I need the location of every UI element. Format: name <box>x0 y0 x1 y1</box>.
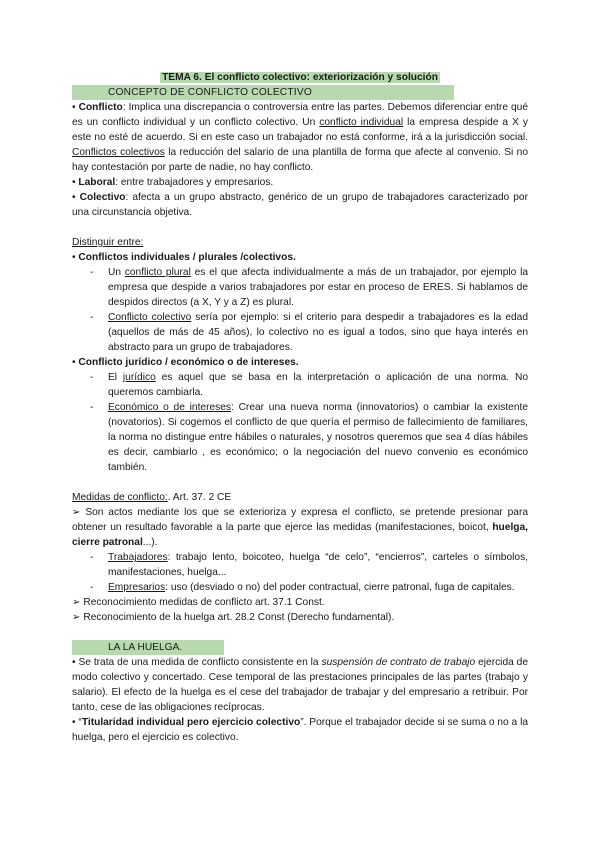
paragraph-individuales: • Conflictos individuales / plurales /colectivos. <box>72 252 296 263</box>
list-item-colectivo: - Conflicto colectivo sería por ejemplo: si el criterio para despedir a trabajadores es la edad (aquellos de más de 45 años), lo colectivo no es igual a todos, sino que haya interés en abstracto para un grupo de trabajadores. <box>90 312 528 353</box>
spacer <box>72 220 528 235</box>
paragraph-titularidad: • “Titularidad individual pero ejercicio colectivo”. Porque el trabajador decide si se suma o no a la huelga, pero el ejercicio es colectivo. <box>72 717 528 743</box>
section-heading-huelga: LA LA HUELGA. <box>72 640 224 655</box>
medidas-heading: Medidas de conflicto:. Art. 37. 2 CE <box>72 492 232 503</box>
paragraph-juridico: • Conflicto jurídico / económico o de intereses. <box>72 357 299 368</box>
arrow-icon: ➢ <box>72 597 81 608</box>
arrow-icon: ➢ <box>72 507 81 518</box>
document-title <box>72 70 528 85</box>
list-item-plural: - Un conflicto plural es el que afecta individualmente a más de un trabajador, por ejemplo la empresa que despide a varios trabajadores por estar en proceso de ERES. Si hablamos de despidos directos (a X, Y y a Z) es plural. <box>90 267 529 308</box>
distinguir-heading: Distinguir entre: <box>72 237 144 248</box>
arrow-item-reconocimiento-medidas: ➢ Reconocimiento medidas de conflicto art. 37.1 Const. <box>72 597 325 608</box>
document-body <box>72 70 528 745</box>
spacer <box>72 475 528 490</box>
list-item-empresarios: - Empresarios: uso (desviado o no) del poder contractual, cierre patronal, fuga de capitales. <box>90 582 515 593</box>
list-item-trabajadores: - Trabajadores: trabajo lento, boicoteo, huelga “de celo”, “encierros”, carteles o símbolos, manifestaciones, huelga... <box>90 552 528 578</box>
paragraph-huelga-definicion: • Se trata de una medida de conflicto consistente en la suspensión de contrato de trabajo ejercida de modo colectivo y concertado. Cese temporal de las prestaciones principales de las partes (trabajo y salario). El efecto de la huelga es el cese del trabajador de trabajar y del empresario a retribuir. Por tanto, cese de las obligaciones recíprocas. <box>72 657 528 713</box>
section-heading-concepto: CONCEPTO DE CONFLICTO COLECTIVO <box>72 85 454 100</box>
spacer <box>72 625 528 640</box>
arrow-icon: ➢ <box>72 612 81 623</box>
title-highlight: TEMA 6. El conflicto colectivo: exteriorización y solución <box>162 72 438 83</box>
paragraph-laboral: • Laboral: entre trabajadores y empresarios. <box>72 177 274 188</box>
paragraph-conflicto: • Conflicto: Implica una discrepancia o controversia entre las partes. Debemos diferenciar entre qué es un conflicto individual y un conflicto colectivo. Un conflicto individual la empresa despide a X y este no esté de acuerdo. Si en este caso un trabajador no está conforme, irá a la jurisdicción social. Conflictos colectivos la reducción del salario de una plantilla de forma que afecte al convenio. Si no hay contestación por parte de nadie, no hay conflicto. <box>72 102 528 173</box>
paragraph-colectivo: • Colectivo: afecta a un grupo abstracto, genérico de un grupo de trabajadores caracterizado por una circunstancia objetiva. <box>72 192 528 218</box>
arrow-item-actos: ➢ Son actos mediante los que se exterioriza y expresa el conflicto, se pretende presionar para obtener un resultado favorable a la parte que ejerce las medidas (manifestaciones, boicot, huelga, cierre patronal...). <box>72 507 528 548</box>
arrow-item-reconocimiento-huelga: ➢ Reconocimiento de la huelga art. 28.2 Const (Derecho fundamental). <box>72 612 395 623</box>
list-item-economico: - Económico o de intereses: Crear una nueva norma (innovatorios) o cambiar la existente (novatorios). Si cogemos el conflicto de que quería el permiso de fallecimiento de familiares, la norma no distingue entre hábiles o naturales, y nosotros queremos que sea 4 días hábiles es decir, cambiarlo , es económico; o la negociación del nuevo convenio es económico también. <box>90 402 528 473</box>
list-item-juridico: - El jurídico es aquel que se basa en la interpretación o aplicación de una norma. No queremos cambiarla. <box>90 372 529 398</box>
